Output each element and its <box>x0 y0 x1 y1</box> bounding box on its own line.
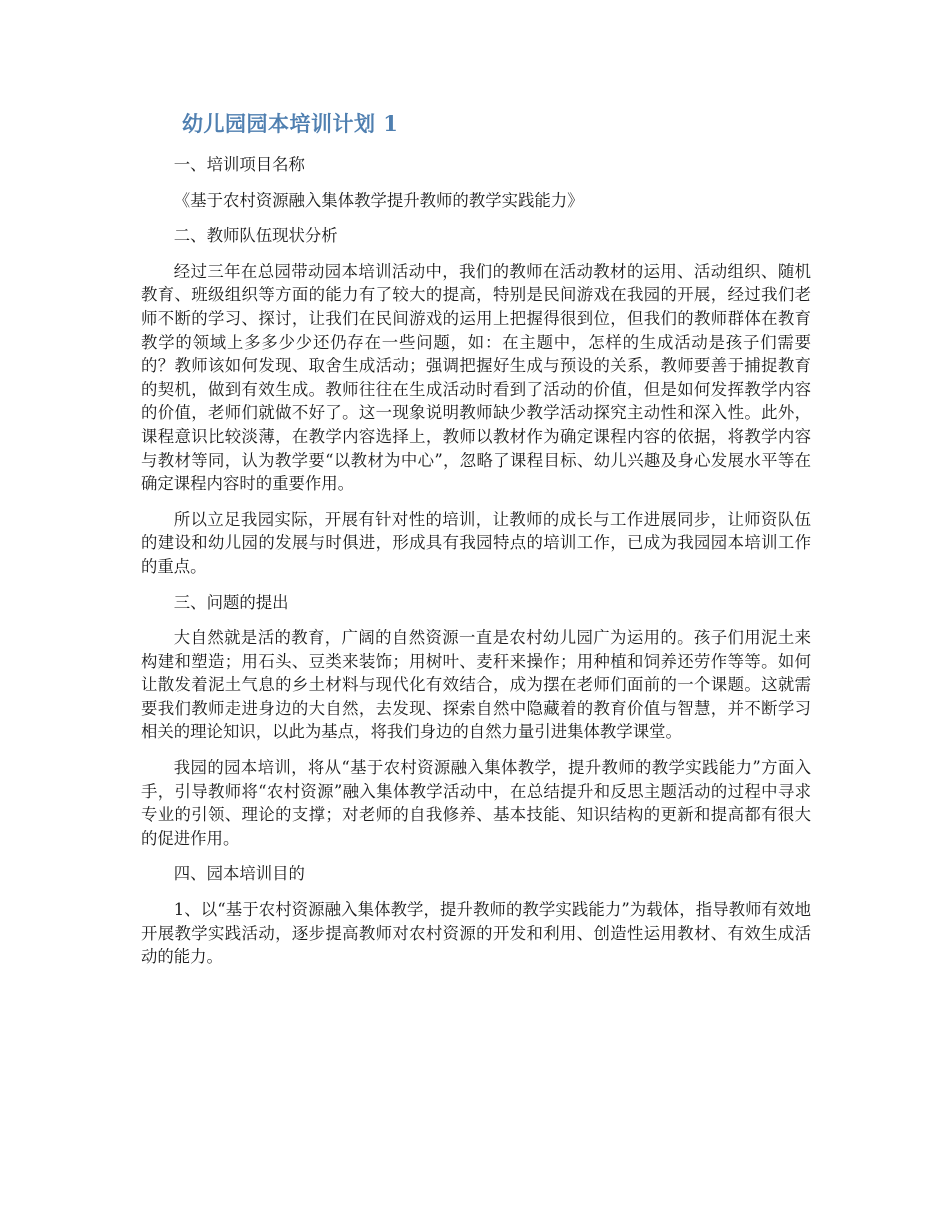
body-paragraph: 所以立足我园实际，开展有针对性的培训，让教师的成长与工作进展同步，让师资队伍的建设和幼儿园的发展与时俱进，形成具有我园特点的培训工作，已成为我园园本培训工作的重点。 <box>141 509 811 576</box>
body-paragraph: 大自然就是活的教育，广阔的自然资源一直是农村幼儿园广为运用的。孩子们用泥土来构建和塑造；用石头、豆类来装饰；用树叶、麦秆来操作；用种植和饲养还劳作等等。如何让散发着泥土气息的乡土材料与现代化有效结合，成为摆在老师们面前的一个课题。这就需要我们教师走进身边的大自然，去发现、探索自然中隐藏着的教育价值与智慧，并不断学习相关的理论知识，以此为基点，将我们身边的自然力量引进集体教学课堂。 <box>141 628 811 742</box>
section-heading: 三、问题的提出 <box>173 592 289 612</box>
body-paragraph: 经过三年在总园带动园本培训活动中，我们的教师在活动教材的运用、活动组织、随机教育、班级组织等方面的能力有了较大的提高，特别是民间游戏在我园的开展，经过我们老师不断的学习、探讨，让我们在民间游戏的运用上把握得很到位，但我们的教师群体在教育教学的领域上多多少少还仍存在一些问题，如：在主题中，怎样的生成活动是孩子们需要的？教师该如何发现、取舍生成活动；强调把握好生成与预设的关系，教师要善于捕捉教育的契机，做到有效生成。教师往往在生成活动时看到了活动的价值，但是如何发挥教学内容的价值，老师们就做不好了。这一现象说明教师缺少教学活动探究主动性和深入性。此外，课程意识比较淡薄，在教学内容选择上，教师以教材作为确定课程内容的依据，将教学内容与教材等同，认为教学要“以教材为中心”，忽略了课程目标、幼儿兴趣及身心发展水平等在确定课程内容时的重要作用。 <box>141 261 811 494</box>
document-body <box>141 153 811 981</box>
document-title: 幼儿园园本培训计划 1 <box>182 111 399 136</box>
body-paragraph: 1、以“基于农村资源融入集体教学，提升教师的教学实践能力”为载体，指导教师有效地开展教学实践活动，逐步提高教师对农村资源的开发和利用、创造性运用教材、有效生成活动的能力。 <box>141 900 811 967</box>
section-heading: 四、园本培训目的 <box>173 864 305 884</box>
project-name: 《基于农村资源融入集体教学提升教师的教学实践能力》 <box>173 190 584 210</box>
section-heading: 一、培训项目名称 <box>173 155 305 174</box>
body-paragraph: 我园的园本培训，将从“基于农村资源融入集体教学，提升教师的教学实践能力”方面入手，引导教师将“农村资源”融入集体教学活动中，在总结提升和反思主题活动的过程中寻求专业的引领、理论的支撑；对老师的自我修养、基本技能、知识结构的更新和提高都有很大的促进作用。 <box>141 758 811 848</box>
section-heading: 二、教师队伍现状分析 <box>173 226 338 246</box>
